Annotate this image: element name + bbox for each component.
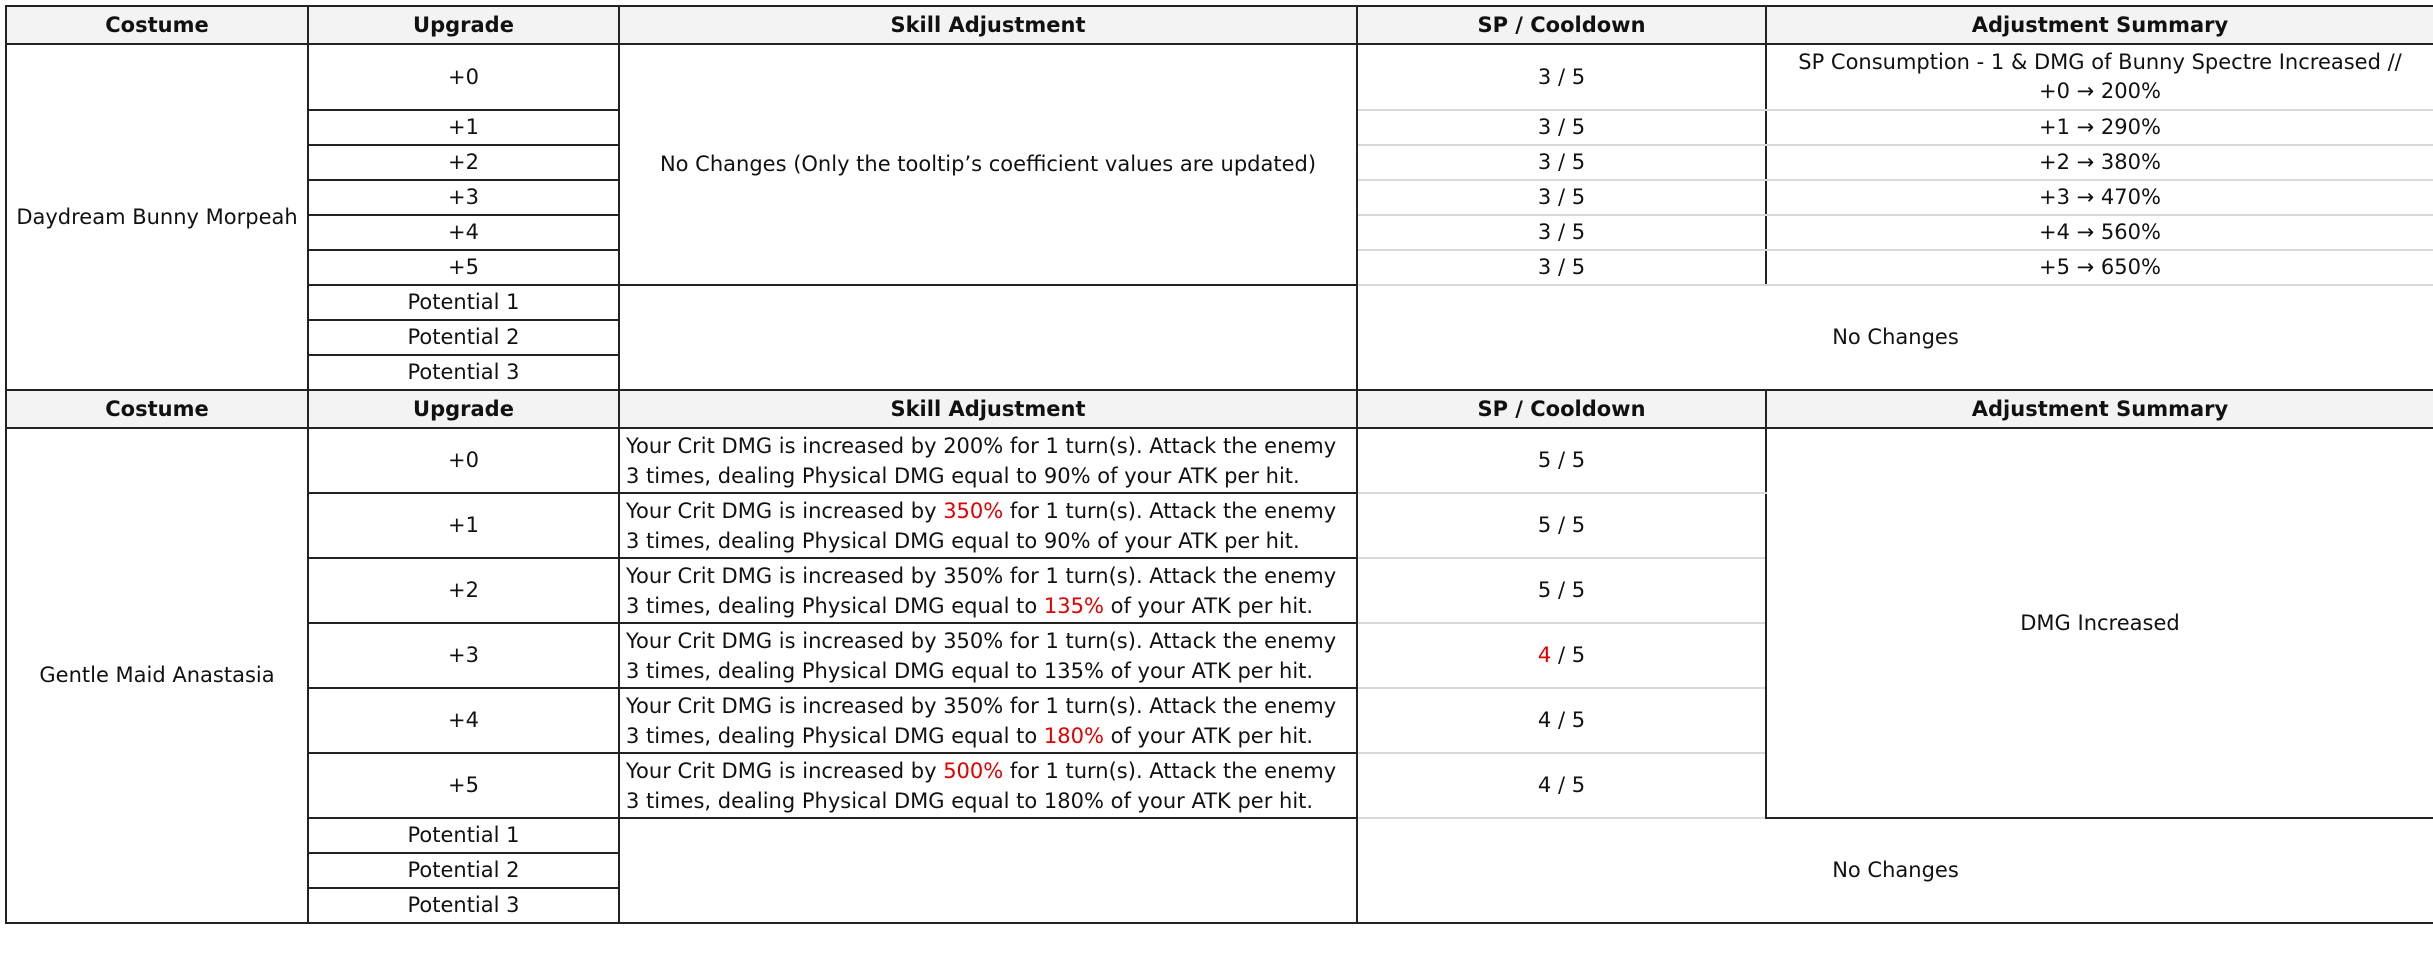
sp-cooldown-cell: 3 / 5 bbox=[1357, 180, 1766, 215]
skill-adjustment-cell bbox=[619, 753, 1357, 818]
skill-text: Your Crit DMG is increased by bbox=[626, 693, 944, 718]
sp-cooldown-cell bbox=[1357, 428, 1766, 493]
sp-cooldown-cell bbox=[1357, 688, 1766, 753]
header-costume: Costume bbox=[6, 390, 308, 428]
upgrade-cell: Potential 1 bbox=[308, 818, 619, 853]
skill-text: Your Crit DMG is increased by bbox=[626, 563, 944, 588]
skill-text: Your Crit DMG is increased by bbox=[626, 433, 944, 458]
header-skill-adjustment: Skill Adjustment bbox=[619, 6, 1357, 44]
skill-text: for 1 turn(s). Attack the enemy 3 times, dealing Physical DMG equal to bbox=[626, 563, 1337, 618]
sp-cost: 5 bbox=[1537, 578, 1552, 602]
skill-text: Your Crit DMG is increased by bbox=[626, 628, 944, 653]
summary-cell: DMG Increased bbox=[1766, 428, 2433, 818]
sp-cooldown-cell: 3 / 5 bbox=[1357, 215, 1766, 250]
sp-cost: 4 bbox=[1537, 773, 1552, 797]
costume-name: Gentle Maid Anastasia bbox=[6, 428, 308, 923]
skill-text: for 1 turn(s). Attack the enemy 3 times, dealing Physical DMG equal to bbox=[626, 758, 1337, 813]
sp-cost: 4 bbox=[1537, 708, 1552, 732]
summary-cell: +2 → 380% bbox=[1766, 145, 2433, 180]
skill-text: 180% bbox=[1043, 788, 1104, 813]
header-sp-cooldown: SP / Cooldown bbox=[1357, 390, 1766, 428]
table-row bbox=[6, 818, 2433, 853]
upgrade-cell: Potential 3 bbox=[308, 888, 619, 923]
upgrade-cell: +5 bbox=[308, 753, 619, 818]
sp-cooldown-cell: 3 / 5 bbox=[1357, 110, 1766, 145]
skill-text: for 1 turn(s). Attack the enemy 3 times, dealing Physical DMG equal to bbox=[626, 628, 1337, 683]
summary-cell: +3 → 470% bbox=[1766, 180, 2433, 215]
cooldown: / 5 bbox=[1551, 773, 1586, 797]
changed-value: 180% bbox=[1043, 723, 1104, 748]
header-costume: Costume bbox=[6, 6, 308, 44]
skill-text: 135% bbox=[1043, 658, 1104, 683]
table-row bbox=[6, 285, 2433, 320]
cooldown: / 5 bbox=[1551, 643, 1586, 667]
skill-text: for 1 turn(s). Attack the enemy 3 times, dealing Physical DMG equal to bbox=[626, 433, 1337, 488]
skill-text: of your ATK per hit. bbox=[1103, 788, 1314, 813]
skill-text: 90% bbox=[1043, 528, 1091, 553]
skill-text: of your ATK per hit. bbox=[1103, 723, 1314, 748]
upgrade-cell: +5 bbox=[308, 250, 619, 285]
skill-adjustment-empty bbox=[619, 285, 1357, 390]
costume-skill-table-sheet bbox=[5, 5, 2433, 979]
sp-cost-changed: 4 bbox=[1537, 643, 1552, 667]
sp-cooldown-cell bbox=[1357, 753, 1766, 818]
upgrade-cell: Potential 1 bbox=[308, 285, 619, 320]
header-adjustment-summary: Adjustment Summary bbox=[1766, 6, 2433, 44]
header-sp-cooldown: SP / Cooldown bbox=[1357, 6, 1766, 44]
sp-cooldown-cell: 3 / 5 bbox=[1357, 145, 1766, 180]
cooldown: / 5 bbox=[1551, 448, 1586, 472]
skill-adjustment-empty bbox=[619, 818, 1357, 923]
sp-cooldown-cell: 3 / 5 bbox=[1357, 44, 1766, 110]
skill-adjustment-cell bbox=[619, 558, 1357, 623]
upgrade-cell: Potential 2 bbox=[308, 320, 619, 355]
changed-value: 350% bbox=[943, 498, 1004, 523]
summary-line: +0 → 200% bbox=[2039, 79, 2161, 103]
upgrade-cell: +2 bbox=[308, 558, 619, 623]
changed-value: 135% bbox=[1043, 593, 1104, 618]
skill-text: of your ATK per hit. bbox=[1103, 593, 1314, 618]
skill-adjustment-cell bbox=[619, 428, 1357, 493]
skill-text: Your Crit DMG is increased by bbox=[626, 758, 944, 783]
skill-text: of your ATK per hit. bbox=[1090, 463, 1300, 488]
skill-text: 90% bbox=[1043, 463, 1091, 488]
upgrade-cell: +1 bbox=[308, 110, 619, 145]
summary-cell: +1 → 290% bbox=[1766, 110, 2433, 145]
skill-text: of your ATK per hit. bbox=[1090, 528, 1300, 553]
potential-note: No Changes bbox=[1357, 818, 2433, 923]
sp-cooldown-cell bbox=[1357, 558, 1766, 623]
table-row bbox=[6, 428, 2433, 493]
skill-text: 350% bbox=[943, 693, 1004, 718]
skill-text: 350% bbox=[943, 628, 1004, 653]
skill-adjustment-cell: No Changes (Only the tooltip’s coefficient values are updated) bbox=[619, 44, 1357, 285]
header-skill-adjustment: Skill Adjustment bbox=[619, 390, 1357, 428]
changed-value: 500% bbox=[943, 758, 1004, 783]
upgrade-cell: +4 bbox=[308, 688, 619, 753]
cooldown: / 5 bbox=[1551, 708, 1586, 732]
upgrade-cell: +3 bbox=[308, 180, 619, 215]
skill-text: 200% bbox=[943, 433, 1004, 458]
cooldown: / 5 bbox=[1551, 578, 1586, 602]
sp-cooldown-cell bbox=[1357, 623, 1766, 688]
upgrade-cell: +1 bbox=[308, 493, 619, 558]
skill-adjustment-cell bbox=[619, 623, 1357, 688]
skill-adjustment-cell bbox=[619, 688, 1357, 753]
sp-cost: 5 bbox=[1537, 448, 1552, 472]
costume-name: Daydream Bunny Morpeah bbox=[6, 44, 308, 390]
skill-text: for 1 turn(s). Attack the enemy 3 times, dealing Physical DMG equal to bbox=[626, 693, 1337, 748]
costume-skill-table bbox=[5, 5, 2433, 924]
upgrade-cell: +3 bbox=[308, 623, 619, 688]
upgrade-cell: +4 bbox=[308, 215, 619, 250]
upgrade-cell: +0 bbox=[308, 44, 619, 110]
upgrade-cell: Potential 2 bbox=[308, 853, 619, 888]
skill-text: Your Crit DMG is increased by bbox=[626, 498, 944, 523]
cooldown: / 5 bbox=[1551, 513, 1586, 537]
summary-cell: +5 → 650% bbox=[1766, 250, 2433, 285]
summary-line: SP Consumption - 1 & DMG of Bunny Spectre Increased // bbox=[1798, 50, 2402, 74]
header-row bbox=[6, 6, 2433, 44]
summary-cell bbox=[1766, 44, 2433, 110]
header-row bbox=[6, 390, 2433, 428]
potential-note: No Changes bbox=[1357, 285, 2433, 390]
skill-text: of your ATK per hit. bbox=[1103, 658, 1314, 683]
upgrade-cell: +0 bbox=[308, 428, 619, 493]
skill-text: 350% bbox=[943, 563, 1004, 588]
sp-cost: 5 bbox=[1537, 513, 1552, 537]
skill-text: for 1 turn(s). Attack the enemy 3 times, dealing Physical DMG equal to bbox=[626, 498, 1337, 553]
upgrade-cell: +2 bbox=[308, 145, 619, 180]
sp-cooldown-cell: 3 / 5 bbox=[1357, 250, 1766, 285]
table-row bbox=[6, 44, 2433, 110]
summary-cell: +4 → 560% bbox=[1766, 215, 2433, 250]
header-adjustment-summary: Adjustment Summary bbox=[1766, 390, 2433, 428]
header-upgrade: Upgrade bbox=[308, 6, 619, 44]
header-upgrade: Upgrade bbox=[308, 390, 619, 428]
upgrade-cell: Potential 3 bbox=[308, 355, 619, 390]
sp-cooldown-cell bbox=[1357, 493, 1766, 558]
skill-adjustment-cell bbox=[619, 493, 1357, 558]
